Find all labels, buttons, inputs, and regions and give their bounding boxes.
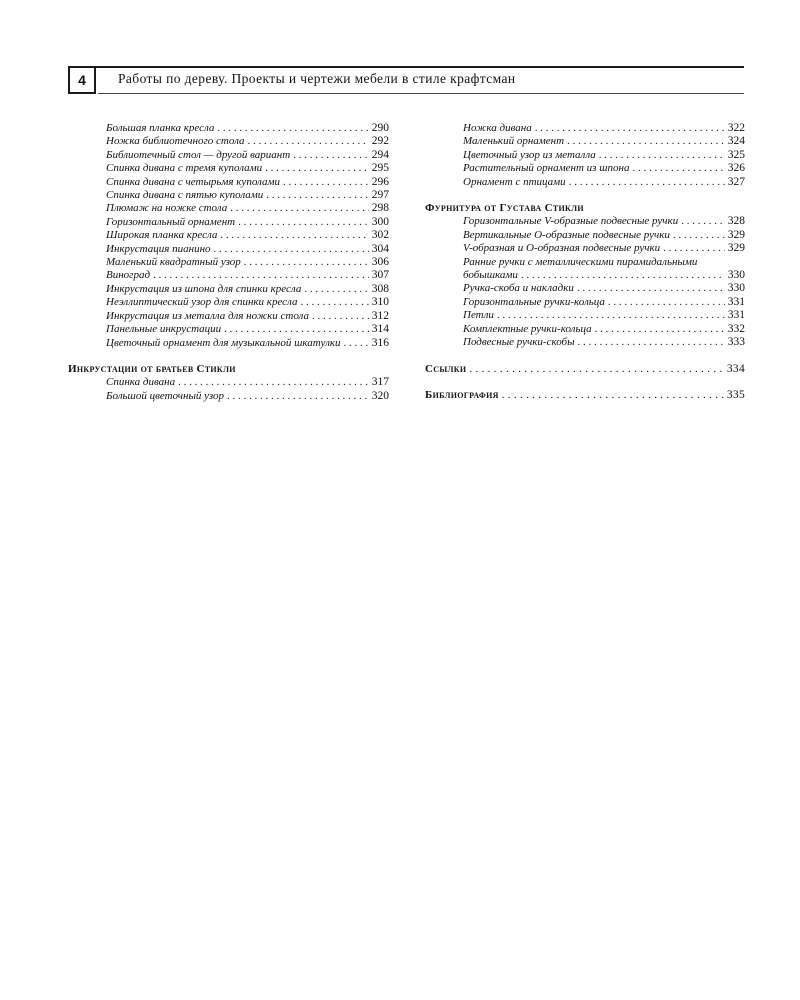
toc-right-column xyxy=(425,122,745,402)
toc-entry-page: 335 xyxy=(726,388,745,401)
toc-entry-title: Цветочный орнамент для музыкальной шкатулки xyxy=(106,336,341,349)
toc-entry-page: 298 xyxy=(371,202,389,215)
toc-entry-page: 306 xyxy=(371,256,389,269)
toc-entry-page: 290 xyxy=(371,122,389,134)
dot-leader xyxy=(681,215,725,228)
toc-entry-page: 327 xyxy=(727,175,745,188)
toc-entry[interactable] xyxy=(68,323,389,336)
toc-entry-page: 329 xyxy=(727,228,745,241)
dot-leader xyxy=(214,243,369,256)
dot-leader xyxy=(224,323,369,336)
toc-entry-page: 317 xyxy=(371,376,389,389)
dot-leader xyxy=(283,176,369,189)
toc-entry-title: Библиография xyxy=(425,388,499,401)
toc-entry-page: 312 xyxy=(371,309,389,322)
toc-entry-title: Библиотечный стол — другой вариант xyxy=(106,148,291,161)
dot-leader xyxy=(248,135,369,148)
toc-entry[interactable] xyxy=(68,337,389,350)
toc-entry-title: Спинка дивана с тремя куполами xyxy=(106,162,263,175)
toc-links-entry[interactable] xyxy=(425,363,745,376)
toc-entry-title: Маленький квадратный узор xyxy=(106,256,241,269)
toc-entry-title: Широкая планка кресла xyxy=(106,229,218,242)
toc-entry[interactable] xyxy=(425,269,745,282)
toc-entry-title: Неэллиптический узор для спинки кресла xyxy=(106,296,298,309)
dot-leader xyxy=(227,390,369,403)
toc-entry[interactable] xyxy=(425,296,745,309)
toc-entry[interactable] xyxy=(68,189,389,202)
dot-leader xyxy=(578,336,725,349)
toc-entry[interactable] xyxy=(68,149,389,162)
toc-entry-title: Ножка дивана xyxy=(463,122,532,134)
toc-entry[interactable] xyxy=(425,176,745,189)
toc-entry-title: Ранние ручки с металлическими пирамидальными xyxy=(463,255,698,268)
toc-entry-title: Ссылки xyxy=(425,362,467,375)
toc-entry-title: Спинка дивана xyxy=(106,376,176,389)
toc-entry-page: 292 xyxy=(371,135,389,148)
toc-entry-page: 320 xyxy=(371,389,389,402)
toc-entry[interactable] xyxy=(425,309,745,322)
dot-leader xyxy=(535,122,725,135)
page-number: 4 xyxy=(68,66,96,94)
running-header xyxy=(68,66,744,94)
section-heading: Инкрустации от братьев Стикли xyxy=(68,362,236,375)
toc-entry-title: Виноград xyxy=(106,269,151,282)
dot-leader xyxy=(673,229,725,242)
toc-entry[interactable] xyxy=(68,216,389,229)
toc-entry-page: 332 xyxy=(727,322,745,335)
toc-entry-page: 331 xyxy=(727,309,745,322)
toc-entry-title: бобышками xyxy=(463,269,518,282)
dot-leader xyxy=(293,149,369,162)
toc-entry-page: 324 xyxy=(727,135,745,148)
toc-entry-page: 326 xyxy=(727,162,745,175)
toc-entry-page: 314 xyxy=(371,323,389,336)
dot-leader xyxy=(595,323,725,336)
toc-entry[interactable] xyxy=(68,202,389,215)
toc-entry-page: 295 xyxy=(371,162,389,175)
toc-entry[interactable] xyxy=(68,229,389,242)
section-heading: Фурнитура от Густава Стикли xyxy=(425,202,584,215)
dot-leader xyxy=(312,310,369,323)
dot-leader xyxy=(469,363,723,376)
dot-leader xyxy=(301,296,369,309)
dot-leader xyxy=(344,337,369,350)
toc-entry-title: Орнамент с птицами xyxy=(463,175,566,188)
toc-entry[interactable] xyxy=(425,135,745,148)
toc-entry-page: 322 xyxy=(727,122,745,134)
toc-entry[interactable] xyxy=(68,376,389,389)
toc-entry[interactable] xyxy=(68,310,389,323)
toc-entry[interactable] xyxy=(68,390,389,403)
toc-entry-title: Маленький орнамент xyxy=(463,135,565,148)
toc-entry[interactable] xyxy=(425,336,745,349)
dot-leader xyxy=(217,122,368,135)
dot-leader xyxy=(569,176,725,189)
dot-leader xyxy=(244,256,369,269)
toc-entry-page: 302 xyxy=(371,229,389,242)
toc-entry[interactable] xyxy=(425,149,745,162)
toc-entry-page: 331 xyxy=(727,295,745,308)
toc-entry-page: 333 xyxy=(727,336,745,349)
toc-entry-title: V-образная и О-образная подвесные ручки xyxy=(463,242,661,255)
toc-entry-title: Комплектные ручки-кольца xyxy=(463,322,592,335)
toc-entry[interactable] xyxy=(425,323,745,336)
dot-leader xyxy=(608,296,725,309)
toc-entry-title: Большая планка кресла xyxy=(106,122,215,134)
dot-leader xyxy=(265,162,369,175)
dot-leader xyxy=(266,189,368,202)
toc-entry-title: Большой цветочный узор xyxy=(106,389,225,402)
toc-entry[interactable] xyxy=(425,122,745,135)
dot-leader xyxy=(663,242,725,255)
toc-entry-title: Петли xyxy=(463,309,494,322)
toc-entry[interactable] xyxy=(425,229,745,242)
toc-entry-title: Ручка-скоба и накладки xyxy=(463,282,574,295)
toc-entry-page: 297 xyxy=(371,189,389,202)
dot-leader xyxy=(497,309,725,322)
toc-entry-title: Спинка дивана с пятью куполами xyxy=(106,189,264,202)
dot-leader xyxy=(599,149,725,162)
toc-entry[interactable] xyxy=(68,176,389,189)
toc-entry-title: Инкрустация из металла для ножки стола xyxy=(106,309,309,322)
toc-entry[interactable] xyxy=(68,243,389,256)
toc-entry-page: 310 xyxy=(371,296,389,309)
toc-entry-page: 294 xyxy=(371,148,389,161)
toc-entry[interactable] xyxy=(68,283,389,296)
toc-entry-page: 330 xyxy=(727,269,745,282)
toc-entry[interactable] xyxy=(68,135,389,148)
toc-entry-title: Плюмаж на ножке стола xyxy=(106,202,228,215)
toc-entry-title: Цветочный узор из металла xyxy=(463,148,596,161)
toc-entry-title: Горизонтальные V-образные подвесные ручки xyxy=(463,215,679,228)
dot-leader xyxy=(567,135,725,148)
toc-entry-page: 330 xyxy=(727,282,745,295)
header-rule xyxy=(68,66,744,68)
toc-entry-title: Горизонтальные ручки-кольца xyxy=(463,295,605,308)
toc-entry-title: Подвесные ручки-скобы xyxy=(463,336,575,349)
toc-entry-title: Инкрустация из шпона для спинки кресла xyxy=(106,282,302,295)
toc-entry[interactable] xyxy=(425,162,745,175)
toc-entry-page: 316 xyxy=(371,336,389,349)
toc-entry-title: Растительный орнамент из шпона xyxy=(463,162,630,175)
dot-leader xyxy=(178,376,369,389)
toc-entry[interactable] xyxy=(68,122,389,135)
dot-leader xyxy=(238,216,369,229)
dot-leader xyxy=(304,283,368,296)
toc-entry[interactable] xyxy=(68,269,389,282)
toc-entry-page: 328 xyxy=(727,215,745,228)
dot-leader xyxy=(230,202,369,215)
toc-entry-title: Инкрустация пианино xyxy=(106,242,211,255)
dot-leader xyxy=(632,162,724,175)
toc-bibliography-entry[interactable] xyxy=(425,389,745,402)
book-title: Работы по дереву. Проекты и чертежи мебели в стиле крафтсман xyxy=(118,71,516,86)
toc-entry-page: 308 xyxy=(371,282,389,295)
toc-entry-title: Ножка библиотечного стола xyxy=(106,135,245,148)
toc-entry[interactable] xyxy=(425,282,745,295)
toc-entry[interactable] xyxy=(68,296,389,309)
toc-entry-page: 325 xyxy=(727,148,745,161)
dot-leader xyxy=(577,282,725,295)
toc-entry-title: Вертикальные О-образные подвесные ручки xyxy=(463,228,670,241)
header-bottom-rule xyxy=(98,93,744,94)
toc-entry-page: 307 xyxy=(371,269,389,282)
toc-entry[interactable] xyxy=(425,242,745,255)
toc-entry-title: Горизонтальный орнамент xyxy=(106,215,236,228)
toc-entry-line1[interactable] xyxy=(425,256,745,269)
toc-entry[interactable] xyxy=(425,215,745,228)
toc-entry-page: 300 xyxy=(371,215,389,228)
toc-entry-page: 304 xyxy=(371,242,389,255)
toc-left-column xyxy=(68,122,389,403)
toc-entry[interactable] xyxy=(68,256,389,269)
dot-leader xyxy=(153,269,369,282)
dot-leader xyxy=(502,389,724,402)
toc-entry-page: 334 xyxy=(726,362,745,375)
toc-entry-page: 329 xyxy=(727,242,745,255)
dot-leader xyxy=(521,269,725,282)
toc-entry-title: Спинка дивана с четырьмя куполами xyxy=(106,175,280,188)
toc-entry-title: Панельные инкрустации xyxy=(106,323,222,336)
toc-entry[interactable] xyxy=(68,162,389,175)
toc-entry-page: 296 xyxy=(371,175,389,188)
dot-leader xyxy=(220,229,368,242)
